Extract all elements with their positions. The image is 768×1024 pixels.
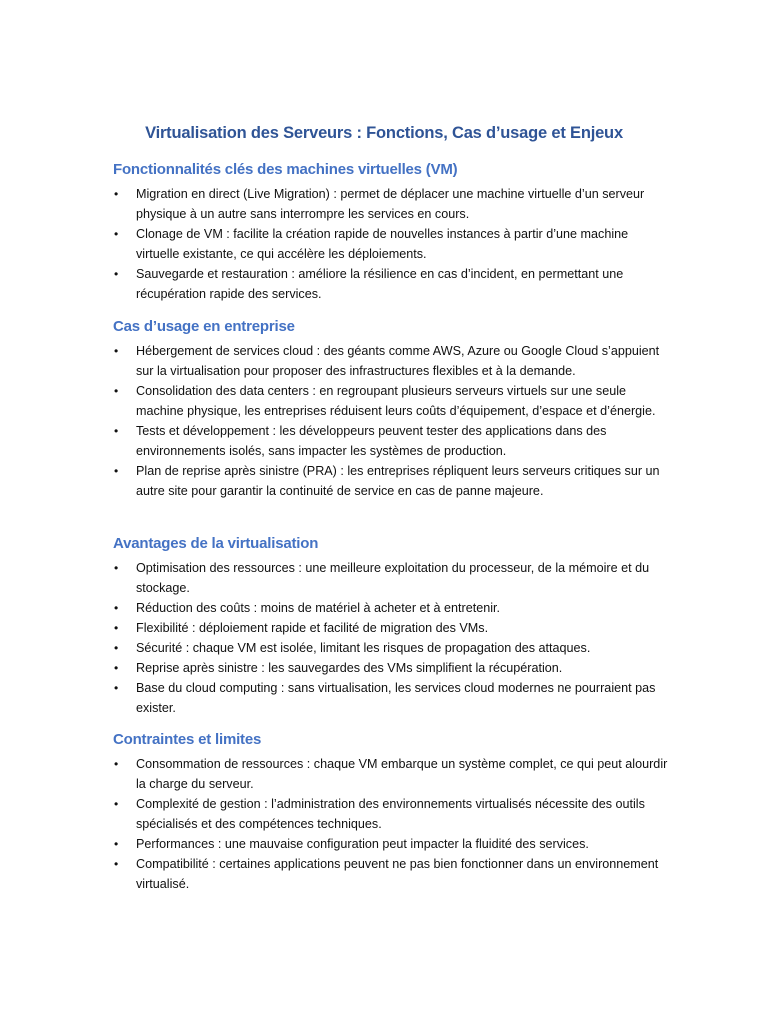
- section-heading: Contraintes et limites: [113, 731, 262, 748]
- list-item-text: Reprise après sinistre : les sauvegardes des VMs simplifient la récupération.: [136, 661, 563, 675]
- bullet-icon: •: [114, 757, 119, 771]
- section-heading: Avantages de la virtualisation: [113, 535, 319, 552]
- list-item: [113, 421, 673, 461]
- list-item-text: Sauvegarde et restauration : améliore la résilience en cas d’incident, en permettant une récupération rapide des services.: [136, 267, 624, 301]
- list-item-text: Hébergement de services cloud : des géants comme AWS, Azure ou Google Cloud s’appuient sur la virtualisation pour proposer des infrastructures flexibles et à la demande.: [136, 344, 660, 378]
- bullet-icon: •: [114, 424, 119, 438]
- bullet-icon: •: [114, 601, 119, 615]
- bullet-list: [113, 754, 673, 894]
- list-item: [113, 658, 673, 678]
- list-item: [113, 618, 673, 638]
- list-item-text: Optimisation des ressources : une meilleure exploitation du processeur, de la mémoire et du stockage.: [136, 561, 650, 595]
- list-item: [113, 184, 673, 224]
- section-constraints-limits: [113, 731, 673, 894]
- list-item: [113, 754, 673, 794]
- list-item: [113, 834, 673, 854]
- list-item: [113, 598, 673, 618]
- bullet-icon: •: [114, 661, 119, 675]
- bullet-list: [113, 184, 673, 304]
- list-item-text: Complexité de gestion : l’administration des environnements virtualisés nécessite des outils spécialisés et des compétences techniques.: [136, 797, 645, 831]
- list-item-text: Consolidation des data centers : en regroupant plusieurs serveurs virtuels sur une seule machine physique, les entreprises réduisent leurs coûts d’équipement, d’espace et d’énergie.: [136, 384, 656, 418]
- bullet-icon: •: [114, 344, 119, 358]
- list-item-text: Base du cloud computing : sans virtualisation, les services cloud modernes ne pourraient pas exister.: [136, 681, 656, 715]
- list-item-text: Consommation de ressources : chaque VM embarque un système complet, ce qui peut alourdir la charge du serveur.: [136, 757, 668, 791]
- list-item: [113, 381, 673, 421]
- list-item-text: Réduction des coûts : moins de matériel à acheter et à entretenir.: [136, 601, 501, 615]
- bullet-icon: •: [114, 797, 119, 811]
- list-item-text: Plan de reprise après sinistre (PRA) : les entreprises répliquent leurs serveurs critiques sur un autre site pour garantir la continuité de service en cas de panne majeure.: [136, 464, 660, 498]
- list-item-text: Clonage de VM : facilite la création rapide de nouvelles instances à partir d’une machine virtuelle existante, ce qui accélère les déploiements.: [136, 227, 629, 261]
- bullet-icon: •: [114, 187, 119, 201]
- list-item-text: Sécurité : chaque VM est isolée, limitant les risques de propagation des attaques.: [136, 641, 591, 655]
- list-item: [113, 224, 673, 264]
- list-item-text: Migration en direct (Live Migration) : permet de déplacer une machine virtuelle d’un serveur physique à un autre sans interrompre les services en cours.: [136, 187, 645, 221]
- list-item-text: Performances : une mauvaise configuration peut impacter la fluidité des services.: [136, 837, 589, 851]
- bullet-icon: •: [114, 384, 119, 398]
- bullet-icon: •: [114, 561, 119, 575]
- bullet-icon: •: [114, 464, 119, 478]
- bullet-icon: •: [114, 857, 119, 871]
- list-item: [113, 264, 673, 304]
- list-item-text: Tests et développement : les développeurs peuvent tester des applications dans des environnements isolés, sans impacter les systèmes de production.: [136, 424, 607, 458]
- section-heading: Cas d’usage en entreprise: [113, 318, 295, 335]
- section-enterprise-use-cases: [113, 318, 673, 501]
- bullet-icon: •: [114, 641, 119, 655]
- bullet-list: [113, 341, 673, 501]
- bullet-icon: •: [114, 681, 119, 695]
- bullet-list: [113, 558, 673, 718]
- bullet-icon: •: [114, 227, 119, 241]
- list-item: [113, 854, 673, 894]
- list-item-text: Flexibilité : déploiement rapide et facilité de migration des VMs.: [136, 621, 489, 635]
- list-item: [113, 341, 673, 381]
- section-heading: Fonctionnalités clés des machines virtuelles (VM): [113, 161, 458, 178]
- list-item-text: Compatibilité : certaines applications peuvent ne pas bien fonctionner dans un environnement virtualisé.: [136, 857, 659, 891]
- list-item: [113, 461, 673, 501]
- section-advantages: [113, 535, 673, 718]
- list-item: [113, 638, 673, 658]
- section-vm-features: [113, 161, 673, 304]
- list-item: [113, 558, 673, 598]
- list-item: [113, 794, 673, 834]
- document-title: Virtualisation des Serveurs : Fonctions, Cas d’usage et Enjeux: [145, 124, 623, 142]
- bullet-icon: •: [114, 621, 119, 635]
- bullet-icon: •: [114, 267, 119, 281]
- list-item: [113, 678, 673, 718]
- bullet-icon: •: [114, 837, 119, 851]
